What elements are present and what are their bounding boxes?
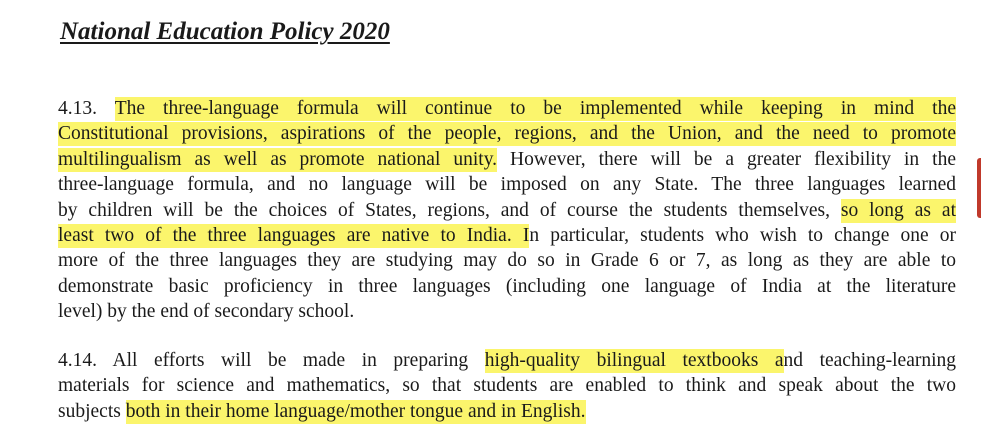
text-line xyxy=(58,223,956,248)
text-line xyxy=(58,248,956,273)
scroll-edge-marker xyxy=(977,158,981,218)
text-segment: demonstrate basic proficiency in three languages (including one language of India at the literature xyxy=(58,275,956,297)
text-segment: by children will be the choices of States, regions, and of course the students themselves, xyxy=(58,199,841,221)
highlighted-text: The three-language formula will continue to be implemented while keeping in mind the xyxy=(114,98,956,119)
text-segment: 4.14. All efforts will be made in preparing xyxy=(58,350,485,371)
text-line xyxy=(58,348,956,373)
text-segment: However, there will be a greater flexibility in the xyxy=(497,148,956,170)
text-line xyxy=(58,121,956,146)
document-title: National Education Policy 2020 xyxy=(60,18,390,45)
text-line xyxy=(58,399,956,424)
text-segment: level) by the end of secondary school. xyxy=(58,301,355,323)
highlighted-text: least two of the three languages are native to India. I xyxy=(58,224,530,246)
highlighted-text: so long as at xyxy=(840,199,956,221)
text-segment: three-language formula, and no language will be imposed on any State. The three languages learned xyxy=(58,174,956,196)
text-segment: nd teaching-learning xyxy=(783,350,957,371)
text-line xyxy=(58,274,956,299)
text-segment: subjects xyxy=(58,400,126,422)
highlighted-text: high-quality bilingual textbooks a xyxy=(484,350,784,371)
text-line xyxy=(58,299,956,324)
paragraph-4-14 xyxy=(58,348,956,424)
text-segment: n particular, students who wish to change one or xyxy=(529,224,957,246)
text-line xyxy=(58,373,956,398)
paragraph-4-13 xyxy=(58,96,956,325)
text-line xyxy=(58,172,956,197)
text-segment: more of the three languages they are studying may do so in Grade 6 or 7, as long as they are able to xyxy=(58,250,956,272)
text-line xyxy=(58,198,956,223)
text-segment: materials for science and mathematics, so that students are enabled to think and speak about the two xyxy=(58,375,956,397)
highlighted-text: Constitutional provisions, aspirations of the people, regions, and the Union, and the need to promote xyxy=(58,123,956,145)
highlighted-text: both in their home language/mother tongue and in English. xyxy=(125,400,586,422)
text-line xyxy=(58,96,956,121)
text-line xyxy=(58,147,956,172)
highlighted-text: multilingualism as well as promote national unity. xyxy=(58,148,498,170)
text-segment: 4.13. xyxy=(58,98,115,119)
